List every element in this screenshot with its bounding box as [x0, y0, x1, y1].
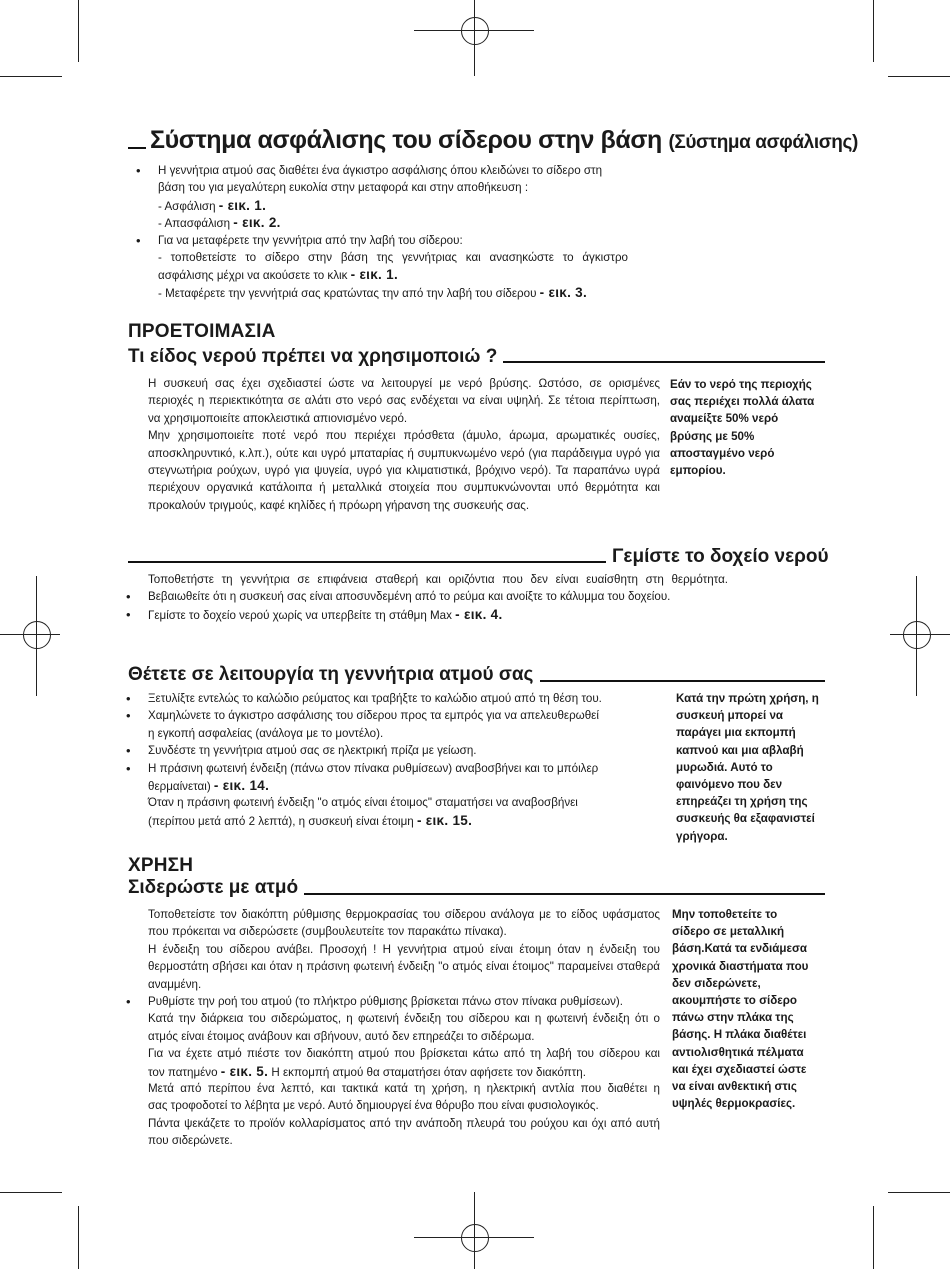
- side-note-line: αναμείξτε 50% νερό: [670, 412, 779, 426]
- text-line: [148, 392, 660, 409]
- side-note-line: βρύσης με 50%: [670, 429, 755, 443]
- line-text: θερμοστάτη σβήσει και όταν η πράσινη φωτεινή ένδειξη "ο ατμός είναι έτοιμος" παραμείνει σταθερά: [148, 960, 660, 974]
- line-text: ασφάλισης μέχρι να ακούσετε το κλικ: [158, 269, 351, 283]
- text-line: [148, 1045, 660, 1062]
- text-line: [148, 923, 660, 940]
- line-text: βάση του για μεγαλύτερη ευκολία στην μεταφορά και στην αποθήκευση :: [158, 181, 529, 195]
- side-note-line: συσκευή μπορεί να: [676, 709, 784, 723]
- side-note-line: χρονικά διαστήματα που: [672, 959, 809, 973]
- line-text-after: Η εκπομπή ατμού θα σταματήσει όταν αφήσετε τον διακόπτη.: [268, 1065, 586, 1079]
- line-text: Για να μεταφέρετε την γεννήτρια από την λαβή του σίδερου:: [158, 233, 463, 247]
- text-line: [148, 941, 660, 958]
- use-side-note: [672, 906, 808, 1112]
- line-text: Τοποθετήστε τη γεννήτρια σε επιφάνεια σταθερή και οριζόντια που δεν είναι ευαίσθητη στη θερμότητα.: [148, 573, 728, 586]
- text-line: [148, 462, 660, 479]
- fill-text-block: [148, 571, 728, 623]
- text-line: [148, 1097, 660, 1114]
- text-line: [158, 214, 628, 231]
- figure-reference: - εικ. 1.: [218, 197, 267, 213]
- text-line: [158, 266, 628, 283]
- text-line: [148, 1010, 660, 1027]
- line-text: Η πράσινη φωτεινή ένδειξη (πάνω στον πίνακα ρυθμίσεων) αναβοσβήνει και το μπόιλερ: [148, 761, 599, 775]
- line-text: - τοποθετείστε το σίδερο στην βάση της γεννήτριας και ανασηκώστε το άγκιστρο: [158, 250, 628, 264]
- side-note-line: αντιολισθητικά πέλματα: [672, 1045, 804, 1059]
- text-line: [148, 445, 660, 462]
- text-line: [158, 284, 628, 301]
- text-line: [148, 427, 660, 444]
- side-note-line: βάσης. Η πλάκα διαθέτει: [672, 1028, 807, 1042]
- line-text: ατμός είναι έτοιμος ανάβουν και σβήνουν, αυτό δεν επηρεάζει το σιδέρωμα.: [148, 1029, 535, 1043]
- side-note-line: δεν σιδερώνετε,: [672, 976, 761, 990]
- line-text: - Μεταφέρετε την γεννήτριά σας κρατώντας την από την λαβή του σίδερου: [158, 286, 540, 300]
- side-note-line: γρήγορα.: [676, 829, 728, 843]
- line-text: που πρόκειται να σιδερώσετε (συμβουλευτείτε τον παρακάτω πίνακα).: [148, 925, 507, 939]
- text-line: [148, 993, 660, 1010]
- figure-reference: - εικ. 5.: [220, 1063, 269, 1079]
- text-line: [148, 760, 618, 777]
- text-line: [158, 197, 628, 214]
- line-text: που σιδερώνετε.: [148, 1134, 233, 1148]
- prep-side-note: [670, 376, 814, 479]
- text-line: [158, 179, 628, 196]
- text-line: [148, 375, 660, 392]
- line-text: Ρυθμίστε την ροή του ατμού (το πλήκτρο ρύθμισης βρίσκεται πάνω στον πίνακα ρυθμίσεων).: [148, 994, 624, 1008]
- line-text: τον πατημένο: [148, 1065, 221, 1079]
- text-line: [148, 479, 660, 496]
- line-text: προκαλούν τριγμούς, καφέ κηλίδες ή πρόωρη γήρανση της συσκευής σας.: [148, 498, 530, 512]
- line-text: Συνδέστε τη γεννήτρια ατμού σας σε ηλεκτρική πρίζα με γείωση.: [148, 744, 477, 758]
- line-text: Βεβαιωθείτε ότι η συσκευή σας είναι αποσυνδεμένη από το ρεύμα και ανοίξτε το κάλυμμα του δοχείου.: [148, 590, 671, 604]
- side-note-line: και έχει σχεδιαστεί ώστε: [672, 1062, 807, 1076]
- text-line: [148, 1132, 660, 1149]
- line-text: να χρησιμοποιείτε αποκλειστικά απιονισμένο νερό.: [148, 411, 408, 425]
- side-note-line: Εάν το νερό της περιοχής: [670, 378, 812, 391]
- lock-text-block: [158, 162, 628, 301]
- line-text: Μην χρησιμοποιείτε ποτέ νερό που περιέχει πρόσθετα (άμυλο, άρωμα, αρωματικές ουσίες,: [148, 429, 660, 443]
- line-text: Τοποθετείστε τον διακόπτη ρύθμισης θερμοκρασίας του σίδερου ανάλογα με το είδος υφάσματος: [148, 908, 660, 921]
- text-line: [148, 777, 618, 794]
- line-text: Ξετυλίξτε εντελώς το καλώδιο ρεύματος και τραβήξτε το καλώδιο ατμού από τη θέση του.: [148, 692, 602, 705]
- side-note-line: βάση.Κατά τα ενδιάμεσα: [672, 942, 808, 956]
- line-text: Μετά από περίπου ένα λεπτό, και τακτικά κατά τη χρήση, η ηλεκτρική αντλία που διαθέτει η: [148, 1081, 660, 1095]
- figure-reference: - εικ. 2.: [233, 215, 281, 231]
- line-text: Όταν η πράσινη φωτεινή ένδειξη "ο ατμός είναι έτοιμος" σταματήσει να αναβοσβήνει: [148, 796, 578, 810]
- prep-text-block: [148, 375, 660, 514]
- side-note-line: μυρωδιά. Αυτό το: [676, 760, 773, 774]
- line-text: - Απασφάλιση: [158, 217, 234, 231]
- side-note-line: σας περιέχει πολλά άλατα: [670, 395, 815, 409]
- heading-rule: [500, 361, 825, 363]
- line-text: - Ασφάλιση: [158, 199, 219, 213]
- text-line: [148, 1080, 660, 1097]
- side-note-line: Κατά την πρώτη χρήση, η: [676, 692, 819, 705]
- heading-rule: [302, 893, 825, 895]
- use-caption: ΧΡΗΣΗ: [128, 855, 194, 876]
- text-line: [148, 690, 618, 707]
- side-note-line: ακουμπήστε το σίδερο: [672, 993, 798, 1007]
- line-text: περιοχές η περιεκτικότητα σε αλάτι στο νερό σας ενδέχεται να είναι υψηλή. Σε τέτοια περίπτωση,: [148, 394, 660, 408]
- start-side-note: [676, 690, 819, 845]
- text-line: [148, 794, 618, 811]
- line-text: θερμαίνεται): [148, 779, 214, 793]
- line-text: Η συσκευή σας έχει σχεδιαστεί ώστε να λειτουργεί με νερό βρύσης. Ωστόσο, σε ορισμένες: [148, 377, 660, 390]
- line-text: Η γεννήτρια ατμού σας διαθέτει ένα άγκιστρο ασφάλισης όπου κλειδώνει το σίδερο στη: [158, 164, 603, 177]
- heading-rule: [128, 147, 146, 149]
- heading-rule: [540, 680, 825, 682]
- line-text: σας τροφοδοτεί το λέβητα με νερό. Αυτό δημιουργεί ένα θόρυβο που είναι φυσιολογικός.: [148, 1099, 599, 1113]
- text-line: [158, 162, 628, 179]
- line-text: (περίπου μετά από 2 λεπτά), η συσκευή είναι έτοιμη: [148, 814, 417, 828]
- lock-title-sub: (Σύστημα ασφάλισης): [668, 132, 858, 153]
- side-note-line: φαινόμενο που δεν: [676, 777, 783, 791]
- start-text-block: [148, 690, 618, 829]
- text-line: [148, 1028, 660, 1045]
- side-note-line: υψηλές θερμοκρασίες.: [672, 1097, 796, 1111]
- side-note-line: συσκευής θα εξαφανιστεί: [676, 812, 815, 826]
- text-line: [148, 742, 618, 759]
- side-note-line: Μην τοποθετείτε το: [672, 908, 778, 921]
- line-text: περιέχουν οργανικά κατάλοιπα ή μεταλλικά στοιχεία που συμπυκνώνονται υπό θερμότητα και: [148, 481, 660, 495]
- text-line: [158, 249, 628, 266]
- side-note-line: σίδερο σε μεταλλική: [672, 925, 785, 939]
- text-line: [148, 906, 660, 923]
- lock-title-main: Σύστημα ασφάλισης του σίδερου στην βάση: [150, 126, 662, 154]
- side-note-line: καπνού και μια αβλαβή: [676, 743, 804, 757]
- figure-reference: - εικ. 15.: [416, 812, 473, 828]
- text-line: [148, 588, 728, 605]
- side-note-line: αποσταγμένο νερό: [670, 446, 775, 460]
- line-text: Η ένδειξη του σίδερου ανάβει. Προσοχή ! Η γεννήτρια ατμού είναι έτοιμη όταν η ένδειξη του: [148, 942, 660, 956]
- start-heading: Θέτετε σε λειτουργία τη γεννήτρια ατμού σας: [128, 664, 539, 686]
- line-text: αναμμένη.: [148, 977, 202, 991]
- text-line: [148, 725, 618, 742]
- side-note-line: να είναι ανθεκτική στις: [672, 1079, 797, 1093]
- registration-mark-top: [461, 17, 489, 45]
- line-text: Για να έχετε ατμό πιέστε τον διακόπτη ατμού που βρίσκεται κάτω από τη λαβή του σίδερου και: [148, 1047, 660, 1061]
- figure-reference: - εικ. 14.: [213, 777, 270, 793]
- fill-heading: Γεμίστε το δοχείο νερού: [606, 546, 829, 568]
- line-text: η εγκοπή ασφαλείας (ανάλογα με το μοντέλο).: [148, 726, 384, 740]
- line-text: Πάντα ψεκάζετε το προϊόν κολλαρίσματος από την ανάποδη πλευρά του ρούχου και όχι από αυτή: [148, 1116, 660, 1130]
- line-text: Χαμηλώνετε το άγκιστρο ασφάλισης του σίδερου προς τα εμπρός για να απελευθερωθεί: [148, 709, 599, 723]
- registration-mark-right: [903, 621, 931, 649]
- line-text: αποσκληρυντικό, κ.λπ.), ούτε και υγρό μπαταρίας ή συμπυκνωμένο νερό (για παράδειγμα υγρό για: [148, 446, 660, 460]
- figure-reference: - εικ. 3.: [539, 284, 588, 300]
- text-line: [148, 958, 660, 975]
- heading-rule: [128, 561, 608, 563]
- line-text: στεγνωτήρια ρούχων, υγρό για ψυγεία, υγρό για κλιματιστικά, βρόχινο νερό). Τα παραπάνω υγρά: [148, 463, 660, 477]
- text-line: [148, 410, 660, 427]
- figure-reference: - εικ. 4.: [455, 606, 503, 622]
- text-line: [148, 571, 728, 588]
- text-line: [148, 707, 618, 724]
- registration-mark-left: [23, 621, 51, 649]
- text-line: [158, 232, 628, 249]
- text-line: [148, 1115, 660, 1132]
- text-line: [148, 1063, 660, 1080]
- prep-heading: Τι είδος νερού πρέπει να χρησιμοποιώ ?: [128, 346, 503, 368]
- use-heading: Σιδερώστε με ατμό: [128, 877, 304, 899]
- side-note-line: πάνω στην πλάκα της: [672, 1011, 794, 1025]
- text-line: [148, 812, 618, 829]
- side-note-line: εμπορίου.: [670, 463, 726, 477]
- lock-section-title: [150, 126, 858, 155]
- text-line: [148, 606, 728, 623]
- text-line: [148, 497, 660, 514]
- line-text: Γεμίστε το δοχείο νερού χωρίς να υπερβείτε τη στάθμη Max: [148, 608, 456, 622]
- line-text: Κατά την διάρκεια του σιδερώματος, η φωτεινή ένδειξη του σίδερου και η φωτεινή ένδειξη ότι ο: [148, 1012, 660, 1026]
- side-note-line: επηρεάζει τη χρήση της: [676, 795, 808, 809]
- prep-caption: ΠΡΟΕΤΟΙΜΑΣΙΑ: [128, 321, 276, 342]
- side-note-line: παράγει μια εκπομπή: [676, 726, 796, 740]
- registration-mark-bottom: [461, 1224, 489, 1252]
- use-text-block: [148, 906, 660, 1149]
- figure-reference: - εικ. 1.: [350, 267, 399, 283]
- text-line: [148, 976, 660, 993]
